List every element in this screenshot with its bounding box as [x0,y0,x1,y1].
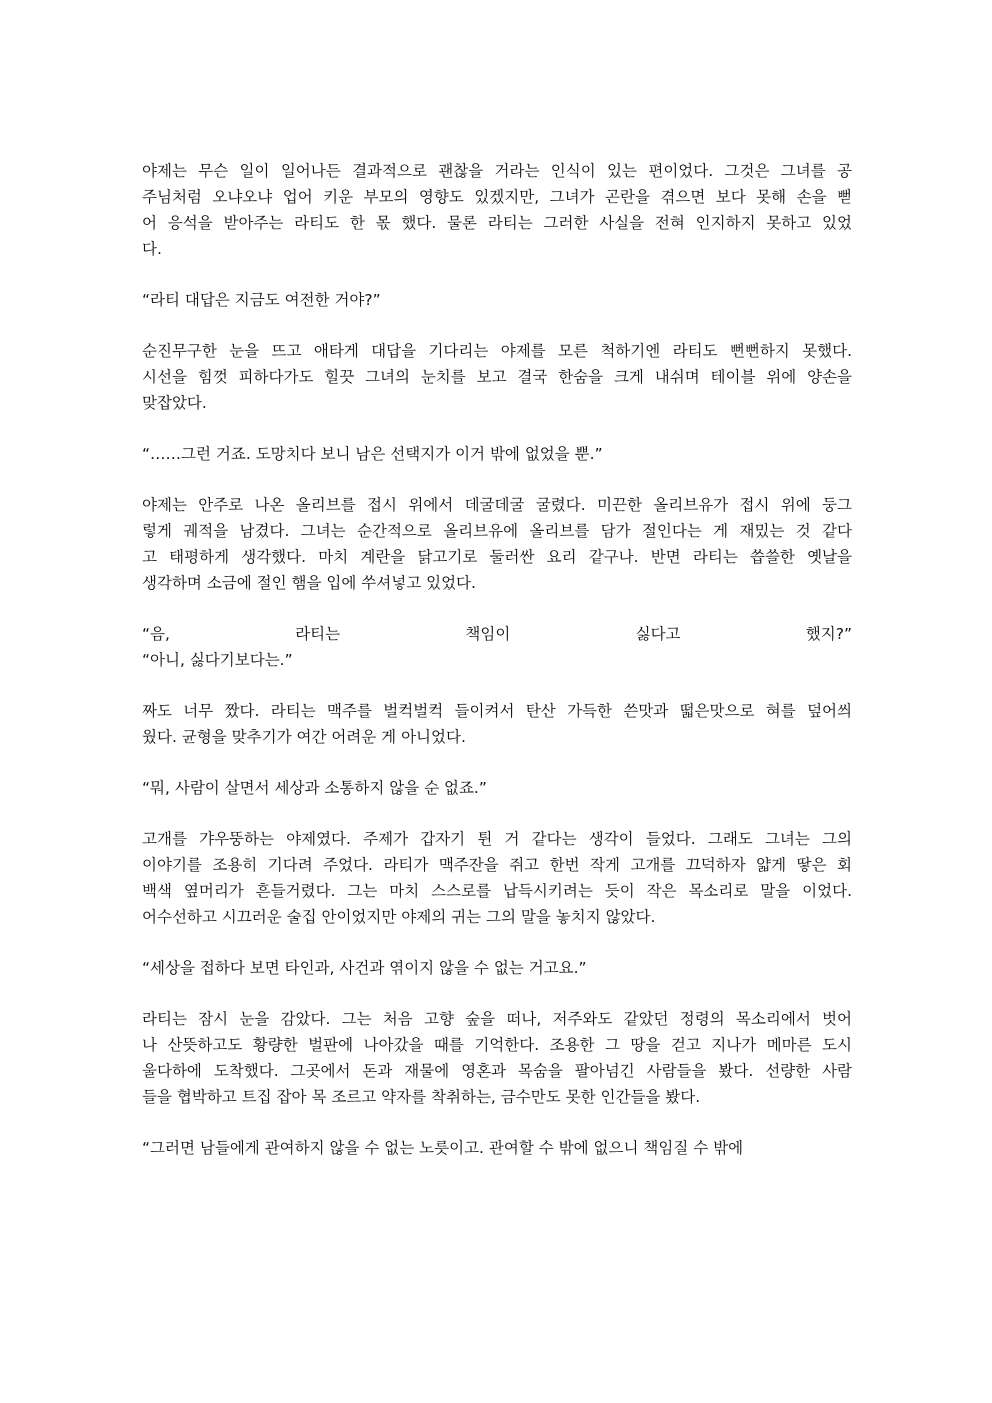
paragraph [142,1006,852,1110]
paragraph [142,338,852,416]
text-line: 나 산뜻하고도 황량한 벌판에 나아갔을 때를 기억한다. 조용한 그 땅을 걷고 지나가 메마른 도시 [142,1036,852,1054]
text-line: “음, 라티는 책임이 싫다고 했지?” [142,625,852,643]
text-line: “……그런 거죠. 도망치다 보니 남은 선택지가 이거 밖에 없었을 뿐.” [142,445,603,463]
text-line: 생각하며 소금에 절인 햄을 입에 쑤셔넣고 있었다. [142,574,476,592]
paragraph [142,698,852,750]
paragraph [142,492,852,596]
text-line: 들을 협박하고 트집 잡아 목 조르고 약자를 착취하는, 금수만도 못한 인간들을 봤다. [142,1088,701,1106]
text-line: “아니, 싫다기보다는.” [142,651,293,669]
text-line: “세상을 접하다 보면 타인과, 사건과 엮이지 않을 수 없는 거고요.” [142,959,587,977]
text-line: 라티는 잠시 눈을 감았다. 그는 처음 고향 숲을 떠나, 저주와도 같았던 정령의 목소리에서 벗어 [142,1010,852,1028]
paragraph [142,287,852,313]
text-line: 고개를 갸우뚱하는 야제였다. 주제가 갑자기 튄 거 같다는 생각이 들었다. 그래도 그녀는 그의 [142,830,852,848]
text-line: “그러면 남들에게 관여하지 않을 수 없는 노릇이고. 관여할 수 밖에 없으니 책임질 수 밖에 [142,1139,744,1157]
text-line: 울다하에 도착했다. 그곳에서 돈과 재물에 영혼과 목숨을 팔아넘긴 사람들을 봤다. 선량한 사람 [142,1062,852,1080]
text-line: 렇게 궤적을 남겼다. 그녀는 순간적으로 올리브유에 올리브를 담가 절인다는 게 재밌는 것 같다 [142,522,852,540]
text-line: 어 응석을 받아주는 라티도 한 몫 했다. 물론 라티는 그러한 사실을 전혀 인지하지 못하고 있었 [142,214,852,232]
text-line: 어수선하고 시끄러운 술집 안이었지만 야제의 귀는 그의 말을 놓치지 않았다. [142,908,656,926]
text-line: 야제는 안주로 나온 올리브를 접시 위에서 데굴데굴 굴렸다. 미끈한 올리브유가 접시 위에 둥그 [142,496,852,514]
text-line: 시선을 힘껏 피하다가도 힐끗 그녀의 눈치를 보고 결국 한숨을 크게 내쉬며 테이블 위에 양손을 [142,368,852,386]
text-line: 백색 옆머리가 흔들거렸다. 그는 마치 스스로를 납득시키려는 듯이 작은 목소리로 말을 이었다. [142,882,852,900]
text-line: 순진무구한 눈을 뜨고 애타게 대답을 기다리는 야제를 모른 척하기엔 라티도 뻔뻔하지 못했다. [142,342,852,360]
text-line: 이야기를 조용히 기다려 주었다. 라티가 맥주잔을 쥐고 한번 작게 고개를 끄덕하자 얇게 땋은 회 [142,856,852,874]
paragraph [142,775,852,801]
paragraph [142,1135,852,1161]
text-line: 고 태평하게 생각했다. 마치 계란을 닭고기로 둘러싼 요리 같구나. 반면 라티는 씁쓸한 옛날을 [142,548,852,566]
text-line: 짜도 너무 짰다. 라티는 맥주를 벌컥벌컥 들이켜서 탄산 가득한 쓴맛과 떫은맛으로 혀를 덮어씌 [142,702,852,720]
text-line: 다. [142,240,162,258]
text-line: “뭐, 사람이 살면서 세상과 소통하지 않을 순 없죠.” [142,779,487,797]
paragraph [142,158,852,262]
document-page [142,158,852,1186]
text-line: 웠다. 균형을 맞추기가 여간 어려운 게 아니었다. [142,728,466,746]
text-line: “라티 대답은 지금도 여전한 거야?” [142,291,381,309]
paragraph [142,621,852,673]
text-line: 야제는 무슨 일이 일어나든 결과적으로 괜찮을 거라는 인식이 있는 편이었다. 그것은 그녀를 공 [142,162,852,180]
text-line: 주님처럼 오냐오냐 업어 키운 부모의 영향도 있겠지만, 그녀가 곤란을 겪으면 보다 못해 손을 뻗 [142,188,852,206]
paragraph [142,441,852,467]
paragraph [142,955,852,981]
paragraph [142,826,852,930]
text-line: 맞잡았다. [142,394,207,412]
